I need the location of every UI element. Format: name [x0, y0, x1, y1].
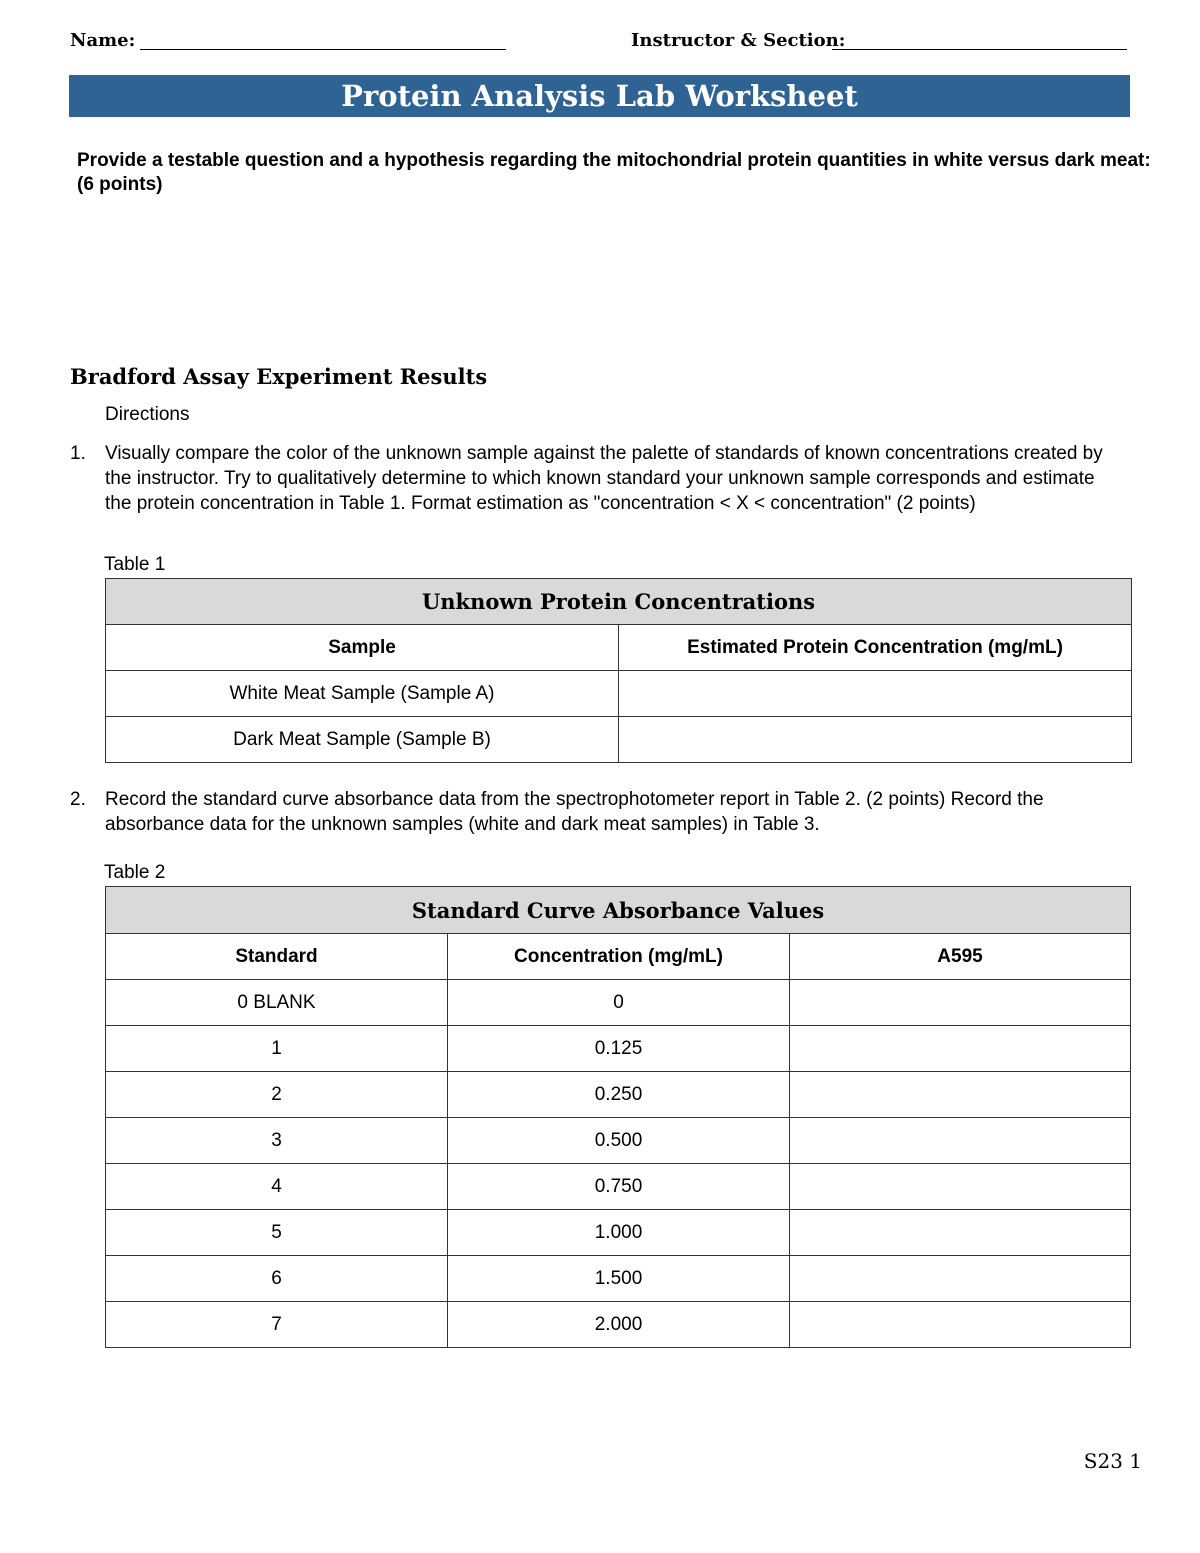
- a595-input-cell[interactable]: [790, 1164, 1131, 1210]
- column-header-sample: Sample: [106, 625, 619, 671]
- step-number: 1.: [70, 443, 86, 464]
- name-field[interactable]: [140, 49, 506, 50]
- estimate-input-cell[interactable]: [619, 671, 1132, 717]
- concentration-cell: 0.250: [448, 1072, 790, 1118]
- column-header-a595: A595: [790, 934, 1131, 980]
- a595-input-cell[interactable]: [790, 1302, 1131, 1348]
- concentration-cell: 1.000: [448, 1210, 790, 1256]
- table-row: [106, 1256, 1131, 1302]
- hypothesis-answer-area[interactable]: [77, 205, 1130, 345]
- estimate-input-cell[interactable]: [619, 717, 1132, 763]
- table-row: [106, 671, 1132, 717]
- table-2-title: Standard Curve Absorbance Values: [106, 887, 1131, 934]
- standard-cell: 5: [106, 1210, 448, 1256]
- page-title: Protein Analysis Lab Worksheet: [69, 75, 1130, 117]
- standard-cell: 0 BLANK: [106, 980, 448, 1026]
- standard-cell: 6: [106, 1256, 448, 1302]
- table-row: [106, 1302, 1131, 1348]
- table-1-caption: Table 1: [104, 554, 166, 575]
- table-2-caption: Table 2: [104, 862, 166, 883]
- a595-input-cell[interactable]: [790, 1210, 1131, 1256]
- hypothesis-prompt: Provide a testable question and a hypothesis regarding the mitochondrial protein quantities in white versus dark meat: (6 points): [77, 150, 1151, 195]
- name-label: Name:: [70, 30, 136, 51]
- table-row: [106, 1026, 1131, 1072]
- table-1-title: Unknown Protein Concentrations: [106, 579, 1132, 625]
- sample-cell: White Meat Sample (Sample A): [106, 671, 619, 717]
- sample-cell: Dark Meat Sample (Sample B): [106, 717, 619, 763]
- a595-input-cell[interactable]: [790, 1256, 1131, 1302]
- step-text: Visually compare the color of the unknown sample against the palette of standards of known concentrations created by the instructor. Try to qualitatively determine to which known standard your unknown sample corresponds and estimate the protein concentration in Table 1. Format estimation as "concentration < X < concentration" (2 points): [105, 443, 1103, 514]
- directions-label: Directions: [105, 404, 190, 425]
- column-header-concentration: Concentration (mg/mL): [448, 934, 790, 980]
- a595-input-cell[interactable]: [790, 980, 1131, 1026]
- instructor-label: Instructor & Section:: [631, 30, 846, 51]
- a595-input-cell[interactable]: [790, 1026, 1131, 1072]
- table-row: [106, 1164, 1131, 1210]
- column-header-standard: Standard: [106, 934, 448, 980]
- table-row: [106, 980, 1131, 1026]
- concentration-cell: 0.125: [448, 1026, 790, 1072]
- concentration-cell: 2.000: [448, 1302, 790, 1348]
- section-title: Bradford Assay Experiment Results: [70, 364, 488, 389]
- page-footer: S23 1: [1083, 1449, 1142, 1473]
- table-2: [105, 886, 1131, 1348]
- standard-cell: 1: [106, 1026, 448, 1072]
- a595-input-cell[interactable]: [790, 1072, 1131, 1118]
- a595-input-cell[interactable]: [790, 1118, 1131, 1164]
- instructor-field[interactable]: [832, 49, 1127, 50]
- column-header-estimated-concentration: Estimated Protein Concentration (mg/mL): [619, 625, 1132, 671]
- concentration-cell: 0: [448, 980, 790, 1026]
- step-2: [70, 787, 1130, 842]
- step-1: [70, 441, 1130, 521]
- standard-cell: 2: [106, 1072, 448, 1118]
- standard-cell: 7: [106, 1302, 448, 1348]
- table-row: [106, 1072, 1131, 1118]
- table-row: [106, 1210, 1131, 1256]
- standard-cell: 4: [106, 1164, 448, 1210]
- concentration-cell: 0.500: [448, 1118, 790, 1164]
- standard-cell: 3: [106, 1118, 448, 1164]
- table-row: [106, 717, 1132, 763]
- table-1: [105, 578, 1132, 763]
- step-number: 2.: [70, 789, 86, 810]
- concentration-cell: 1.500: [448, 1256, 790, 1302]
- table-row: [106, 1118, 1131, 1164]
- step-text: Record the standard curve absorbance data from the spectrophotometer report in Table 2. (2 points) Record the absorbance data for the unknown samples (white and dark meat samples) in Table 3.: [105, 789, 1044, 835]
- concentration-cell: 0.750: [448, 1164, 790, 1210]
